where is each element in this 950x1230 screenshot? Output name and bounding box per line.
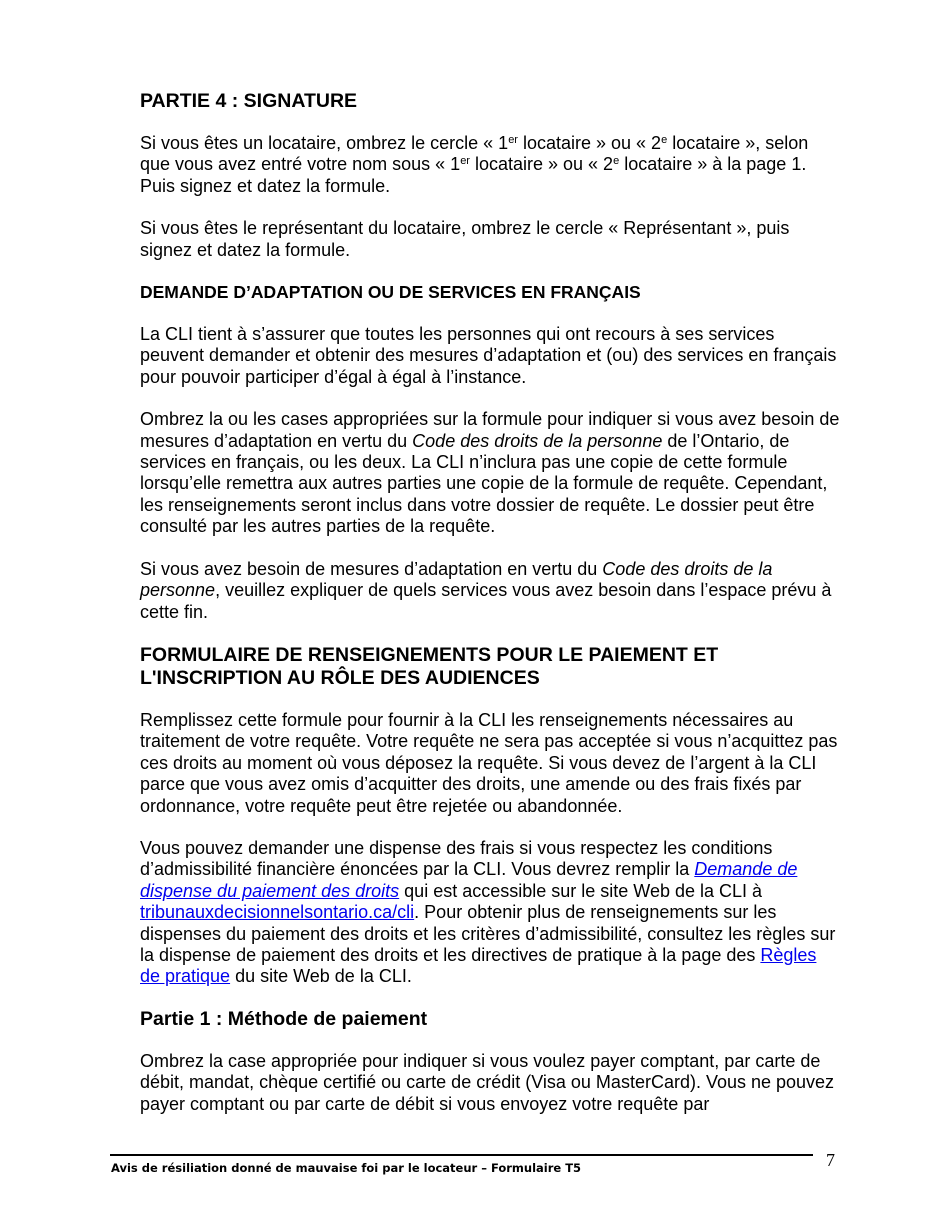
footer-divider: [110, 1154, 813, 1156]
paragraph-accommodation-explain: Si vous avez besoin de mesures d’adaptation en vertu du Code des droits de la personne, veuillez expliquer de quels services vous avez besoin dans l’espace prévu à cette fin.: [140, 558, 832, 622]
paragraph-fee-waiver: Vous pouvez demander une dispense des frais si vous respectez les conditions d’admissibilité financière énoncées par la CLI. Vous devrez remplir la Demande de dispense du paiement des droits qui est accessible sur le site Web de la CLI à tribunauxdecisionnelsontario.ca/cli. Pour obtenir plus de renseignements sur les dispenses du paiement des droits et les critères d’admissibilité, consultez les règles sur la dispense de paiement des droits et les directives de pratique à la page des Règles de pratique du site Web de la CLI.: [140, 837, 836, 987]
paragraph-signature-tenant: Si vous êtes un locataire, ombrez le cercle « 1er locataire » ou « 2e locataire », selon que vous avez entré votre nom sous « 1er locataire » ou « 2e locataire » à la page 1. Puis signez et datez la formule.: [140, 133, 809, 196]
paragraph-accommodation-intro: La CLI tient à s’assurer que toutes les personnes qui ont recours à ses services peuvent demander et obtenir des mesures d’adaptation et (ou) des services en français pour pouvoir participer d’égal à égal à l’instance.: [140, 324, 837, 387]
link-ltb-website[interactable]: tribunauxdecisionnelsontario.ca/cli: [140, 902, 415, 923]
link-rules-of-practice[interactable]: Règles de pratique: [140, 944, 817, 987]
section-heading-signature: PARTIE 4 : SIGNATURE: [140, 90, 358, 112]
paragraph-payment-intro: Remplissez cette formule pour fournir à la CLI les renseignements nécessaires au traitement de votre requête. Votre requête ne sera pas acceptée si vous n’acquittez pas ces droits au moment où vous déposez la requête. Si vous devez de l’argent à la CLI parce que vous avez omis d’acquitter des droits, une amende ou des frais fixés par ordonnance, votre requête peut être rejetée ou abandonnée.: [140, 709, 838, 816]
footer-form-title: Avis de résiliation donné de mauvaise foi par le locateur – Formulaire T5: [111, 1161, 582, 1175]
section-heading-payment-method: Partie 1 : Méthode de paiement: [140, 1007, 428, 1030]
page-number: 7: [826, 1150, 835, 1170]
paragraph-payment-method: Ombrez la case appropriée pour indiquer si vous voulez payer comptant, par carte de débit, mandat, chèque certifié ou carte de crédit (Visa ou MasterCard). Vous ne pouvez payer comptant ou par carte de débit si vous envoyez votre requête par: [140, 1050, 835, 1114]
section-heading-accommodation: DEMANDE D’ADAPTATION OU DE SERVICES EN FRANÇAIS: [140, 282, 641, 303]
paragraph-signature-representative: Si vous êtes le représentant du locataire, ombrez le cercle « Représentant », puis signez et datez la formule.: [140, 218, 790, 260]
paragraph-accommodation-boxes: Ombrez la ou les cases appropriées sur la formule pour indiquer si vous avez besoin de mesures d’adaptation en vertu du Code des droits de la personne de l’Ontario, de services en français, ou les deux. La CLI n’inclura pas une copie de cette formule lorsqu’elle remettra aux autres parties une copie de la formule de requête. Cependant, les renseignements seront inclus dans votre dossier de requête. Le dossier peut être consulté par les autres parties de la requête.: [140, 409, 840, 537]
section-heading-payment-form: FORMULAIRE DE RENSEIGNEMENTS POUR LE PAIEMENT ET L'INSCRIPTION AU RÔLE DES AUDIENCES: [140, 643, 719, 689]
page-content: [140, 90, 840, 1115]
link-fee-waiver-request[interactable]: Demande de dispense du paiement des droits: [140, 859, 798, 901]
